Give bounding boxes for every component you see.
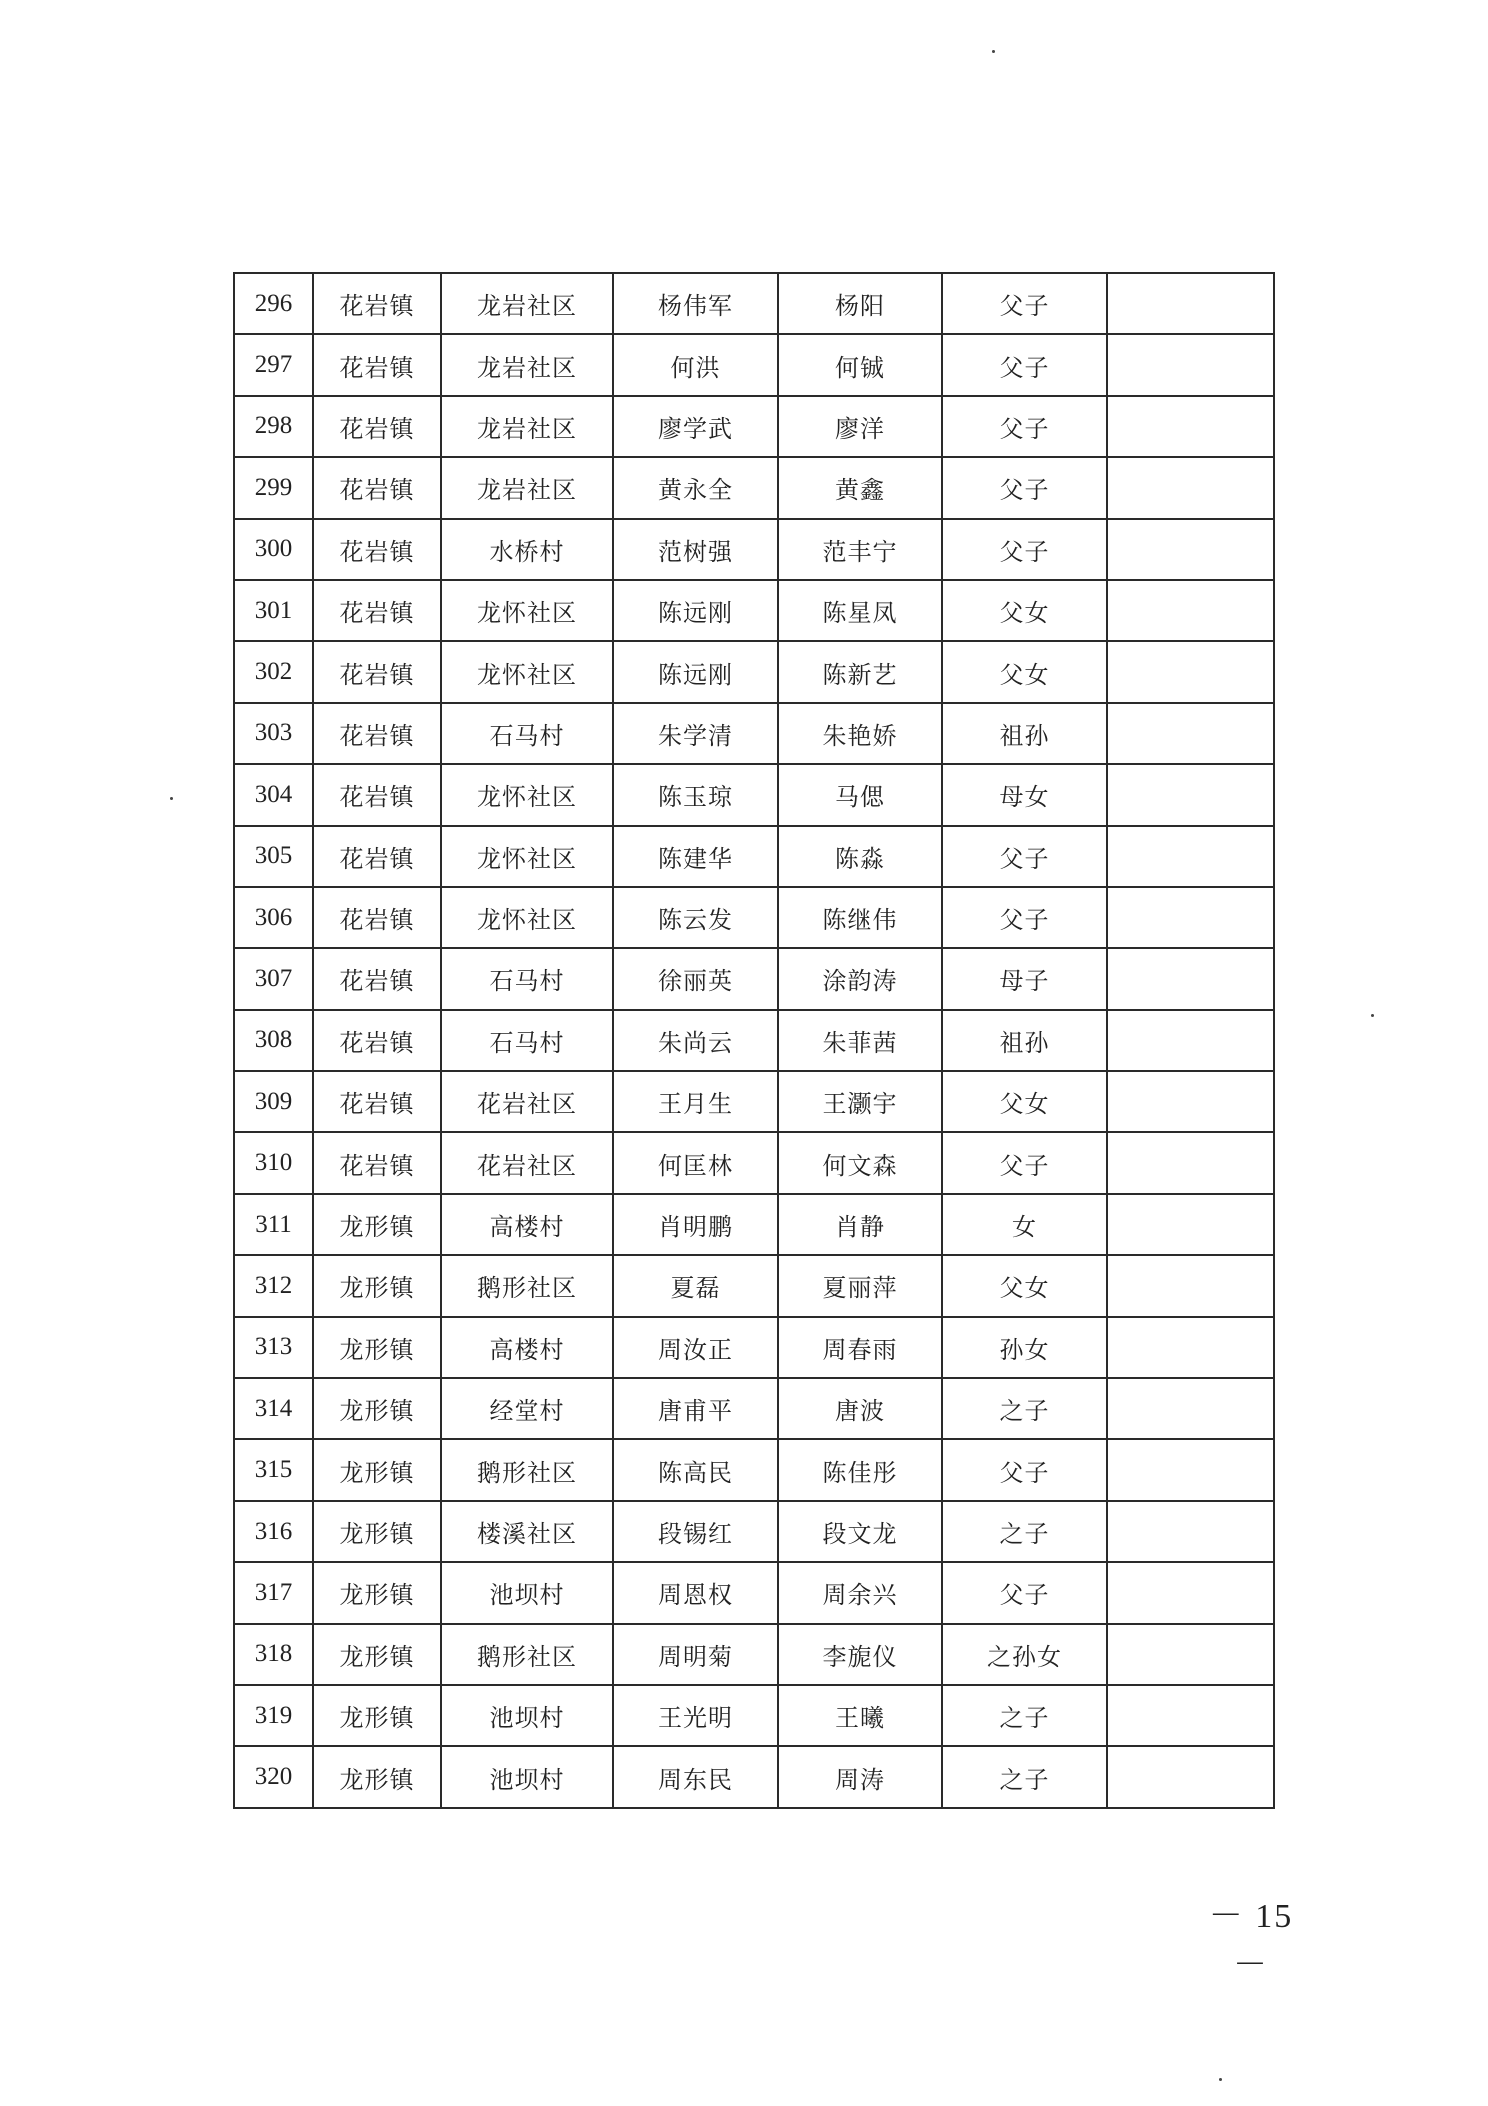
relative-name-cell: 唐波 [778,1378,942,1439]
relative-name-cell: 王曦 [778,1685,942,1746]
name-cell: 朱尚云 [613,1010,778,1071]
name-cell: 陈远刚 [613,641,778,702]
scan-speck [1371,1014,1374,1017]
row-number: 319 [234,1685,313,1746]
relation-cell: 父子 [942,273,1107,334]
relative-name-cell: 段文龙 [778,1501,942,1562]
town-cell: 龙形镇 [313,1194,441,1255]
table-row [234,1501,1274,1562]
note-cell [1107,1378,1274,1439]
note-cell [1107,1317,1274,1378]
relation-cell: 祖孙 [942,703,1107,764]
relation-cell: 父子 [942,334,1107,395]
village-cell: 高楼村 [441,1194,613,1255]
relation-cell: 之子 [942,1378,1107,1439]
table-row [234,826,1274,887]
table-row [234,1194,1274,1255]
note-cell [1107,1132,1274,1193]
note-cell [1107,1255,1274,1316]
name-cell: 何洪 [613,334,778,395]
town-cell: 花岩镇 [313,1132,441,1193]
relative-name-cell: 黄鑫 [778,457,942,518]
relation-cell: 之子 [942,1501,1107,1562]
village-cell: 鹅形社区 [441,1439,613,1500]
roster-table [233,272,1275,1809]
scan-speck [992,50,995,53]
note-cell [1107,703,1274,764]
row-number: 296 [234,273,313,334]
row-number: 307 [234,948,313,1009]
relation-cell: 父子 [942,519,1107,580]
relative-name-cell: 何文森 [778,1132,942,1193]
table-row [234,1255,1274,1316]
relative-name-cell: 陈星凤 [778,580,942,641]
table-row [234,1378,1274,1439]
relative-name-cell: 涂韵涛 [778,948,942,1009]
table-row [234,1746,1274,1807]
table-row [234,948,1274,1009]
note-cell [1107,1071,1274,1132]
row-number: 316 [234,1501,313,1562]
name-cell: 徐丽英 [613,948,778,1009]
name-cell: 陈远刚 [613,580,778,641]
relation-cell: 之子 [942,1746,1107,1807]
table-row [234,1132,1274,1193]
relative-name-cell: 朱菲茜 [778,1010,942,1071]
row-number: 301 [234,580,313,641]
note-cell [1107,887,1274,948]
name-cell: 黄永全 [613,457,778,518]
note-cell [1107,273,1274,334]
row-number: 318 [234,1624,313,1685]
name-cell: 陈高民 [613,1439,778,1500]
town-cell: 花岩镇 [313,519,441,580]
town-cell: 花岩镇 [313,396,441,457]
village-cell: 花岩社区 [441,1132,613,1193]
table-row [234,641,1274,702]
table-row [234,519,1274,580]
name-cell: 唐甫平 [613,1378,778,1439]
relative-name-cell: 杨阳 [778,273,942,334]
table-row [234,1071,1274,1132]
table-row [234,887,1274,948]
town-cell: 龙形镇 [313,1317,441,1378]
name-cell: 朱学清 [613,703,778,764]
note-cell [1107,580,1274,641]
relative-name-cell: 廖洋 [778,396,942,457]
note-cell [1107,1562,1274,1623]
row-number: 298 [234,396,313,457]
page-number: － 15 － [1208,1898,1294,1984]
relative-name-cell: 马偲 [778,764,942,825]
village-cell: 鹅形社区 [441,1624,613,1685]
village-cell: 龙岩社区 [441,396,613,457]
town-cell: 花岩镇 [313,1071,441,1132]
scan-speck [170,797,173,800]
name-cell: 何匡林 [613,1132,778,1193]
relation-cell: 女 [942,1194,1107,1255]
row-number: 305 [234,826,313,887]
row-number: 302 [234,641,313,702]
row-number: 313 [234,1317,313,1378]
town-cell: 花岩镇 [313,457,441,518]
name-cell: 夏磊 [613,1255,778,1316]
town-cell: 龙形镇 [313,1685,441,1746]
village-cell: 楼溪社区 [441,1501,613,1562]
table-row [234,1010,1274,1071]
relative-name-cell: 肖静 [778,1194,942,1255]
relation-cell: 父子 [942,1132,1107,1193]
note-cell [1107,1624,1274,1685]
town-cell: 花岩镇 [313,703,441,764]
town-cell: 花岩镇 [313,826,441,887]
relation-cell: 之子 [942,1685,1107,1746]
relation-cell: 父子 [942,396,1107,457]
row-number: 304 [234,764,313,825]
relation-cell: 父子 [942,826,1107,887]
note-cell [1107,1439,1274,1500]
relation-cell: 父子 [942,1439,1107,1500]
relative-name-cell: 陈淼 [778,826,942,887]
village-cell: 水桥村 [441,519,613,580]
row-number: 311 [234,1194,313,1255]
relation-cell: 之孙女 [942,1624,1107,1685]
village-cell: 高楼村 [441,1317,613,1378]
note-cell [1107,334,1274,395]
name-cell: 陈玉琼 [613,764,778,825]
row-number: 312 [234,1255,313,1316]
town-cell: 龙形镇 [313,1439,441,1500]
relation-cell: 祖孙 [942,1010,1107,1071]
row-number: 317 [234,1562,313,1623]
village-cell: 石马村 [441,1010,613,1071]
name-cell: 周汝正 [613,1317,778,1378]
note-cell [1107,1010,1274,1071]
village-cell: 石马村 [441,703,613,764]
table-row [234,1439,1274,1500]
relation-cell: 父女 [942,1071,1107,1132]
village-cell: 龙岩社区 [441,457,613,518]
relation-cell: 父女 [942,580,1107,641]
village-cell: 池坝村 [441,1685,613,1746]
note-cell [1107,396,1274,457]
relative-name-cell: 陈继伟 [778,887,942,948]
table-row [234,580,1274,641]
town-cell: 龙形镇 [313,1562,441,1623]
relation-cell: 父子 [942,1562,1107,1623]
table-row [234,1317,1274,1378]
village-cell: 池坝村 [441,1562,613,1623]
table-row [234,396,1274,457]
relation-cell: 孙女 [942,1317,1107,1378]
village-cell: 经堂村 [441,1378,613,1439]
scan-speck [1219,2078,1222,2081]
note-cell [1107,641,1274,702]
relative-name-cell: 朱艳娇 [778,703,942,764]
name-cell: 范树强 [613,519,778,580]
name-cell: 肖明鹏 [613,1194,778,1255]
name-cell: 周恩权 [613,1562,778,1623]
relative-name-cell: 陈佳彤 [778,1439,942,1500]
name-cell: 周东民 [613,1746,778,1807]
relative-name-cell: 周涛 [778,1746,942,1807]
name-cell: 廖学武 [613,396,778,457]
note-cell [1107,1685,1274,1746]
relative-name-cell: 何铖 [778,334,942,395]
village-cell: 龙怀社区 [441,826,613,887]
relative-name-cell: 李旎仪 [778,1624,942,1685]
town-cell: 龙形镇 [313,1255,441,1316]
town-cell: 花岩镇 [313,580,441,641]
row-number: 314 [234,1378,313,1439]
town-cell: 花岩镇 [313,273,441,334]
town-cell: 花岩镇 [313,948,441,1009]
relative-name-cell: 周余兴 [778,1562,942,1623]
name-cell: 段锡红 [613,1501,778,1562]
table-row [234,1624,1274,1685]
village-cell: 龙岩社区 [441,273,613,334]
note-cell [1107,948,1274,1009]
village-cell: 石马村 [441,948,613,1009]
table-row [234,1685,1274,1746]
note-cell [1107,1501,1274,1562]
town-cell: 龙形镇 [313,1746,441,1807]
row-number: 303 [234,703,313,764]
town-cell: 花岩镇 [313,641,441,702]
relative-name-cell: 陈新艺 [778,641,942,702]
relation-cell: 母女 [942,764,1107,825]
note-cell [1107,1746,1274,1807]
town-cell: 花岩镇 [313,764,441,825]
relation-cell: 母子 [942,948,1107,1009]
village-cell: 龙岩社区 [441,334,613,395]
town-cell: 龙形镇 [313,1501,441,1562]
name-cell: 杨伟军 [613,273,778,334]
village-cell: 花岩社区 [441,1071,613,1132]
table-row [234,1562,1274,1623]
row-number: 320 [234,1746,313,1807]
village-cell: 龙怀社区 [441,764,613,825]
note-cell [1107,1194,1274,1255]
relation-cell: 父子 [942,457,1107,518]
row-number: 308 [234,1010,313,1071]
name-cell: 陈建华 [613,826,778,887]
relation-cell: 父子 [942,887,1107,948]
village-cell: 龙怀社区 [441,580,613,641]
row-number: 306 [234,887,313,948]
roster-body [234,273,1274,1808]
name-cell: 周明菊 [613,1624,778,1685]
town-cell: 花岩镇 [313,1010,441,1071]
village-cell: 龙怀社区 [441,641,613,702]
village-cell: 鹅形社区 [441,1255,613,1316]
relative-name-cell: 王灏宇 [778,1071,942,1132]
village-cell: 池坝村 [441,1746,613,1807]
relative-name-cell: 范丰宁 [778,519,942,580]
row-number: 299 [234,457,313,518]
table-row [234,764,1274,825]
town-cell: 花岩镇 [313,334,441,395]
row-number: 300 [234,519,313,580]
relative-name-cell: 周春雨 [778,1317,942,1378]
table-row [234,334,1274,395]
village-cell: 龙怀社区 [441,887,613,948]
town-cell: 龙形镇 [313,1624,441,1685]
relative-name-cell: 夏丽萍 [778,1255,942,1316]
town-cell: 龙形镇 [313,1378,441,1439]
note-cell [1107,457,1274,518]
relation-cell: 父女 [942,1255,1107,1316]
town-cell: 花岩镇 [313,887,441,948]
row-number: 297 [234,334,313,395]
table-row [234,703,1274,764]
row-number: 310 [234,1132,313,1193]
name-cell: 王光明 [613,1685,778,1746]
table-row [234,273,1274,334]
row-number: 309 [234,1071,313,1132]
note-cell [1107,826,1274,887]
name-cell: 陈云发 [613,887,778,948]
note-cell [1107,764,1274,825]
note-cell [1107,519,1274,580]
row-number: 315 [234,1439,313,1500]
name-cell: 王月生 [613,1071,778,1132]
table-row [234,457,1274,518]
relation-cell: 父女 [942,641,1107,702]
